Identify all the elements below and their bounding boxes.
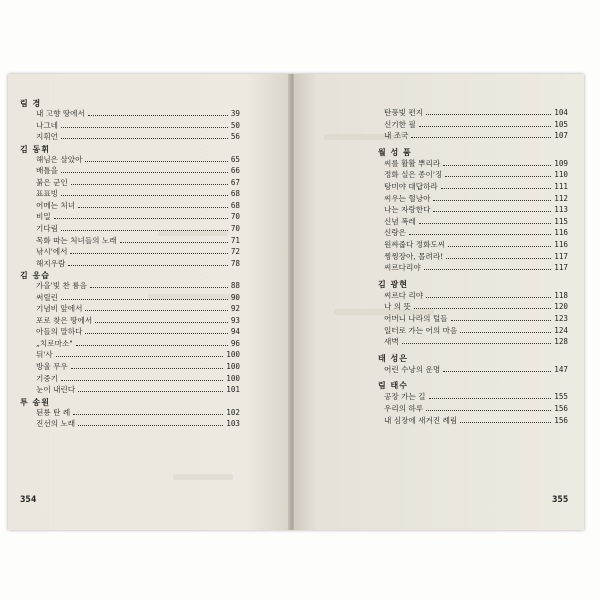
toc-entry [36,408,240,418]
toc-entry [36,362,240,372]
dot-leader [426,114,551,115]
dot-leader [61,172,228,173]
entry-page-number: 78 [230,258,240,268]
toc-entry [384,217,568,227]
toc-entry [384,159,568,169]
entry-title: 방울 무우 [36,362,68,371]
entry-title: 신기한 필 [384,119,416,129]
entry-title: 아들의 말하다 [36,327,83,337]
entry-page-number: 50 [230,120,240,130]
author-heading: 투 송원 [20,396,50,407]
dot-leader [85,310,227,311]
toc-entry [384,228,568,238]
toc-entry [36,178,240,188]
entry-page-number: 156 [554,415,568,425]
dot-leader [73,414,223,415]
entry-page-number: 117 [554,263,568,273]
dot-leader [424,269,552,270]
entry-page-number: 155 [554,392,568,402]
entry-title: 내 조국 [384,131,409,141]
toc-entry [384,131,568,141]
entry-title: 씨르다리야 [384,263,421,273]
dot-leader [419,126,552,127]
entry-page-number: 104 [554,108,568,117]
entry-page-number: 93 [230,315,240,325]
entry-page-number: 128 [554,337,568,347]
toc-entry [384,170,568,180]
entry-page-number: 96 [230,338,240,348]
entry-page-number: 123 [554,314,568,323]
toc-entry [384,314,568,324]
toc-entry [36,281,240,291]
dot-leader [414,308,551,309]
entry-page-number: 56 [230,132,240,142]
dot-leader [433,200,551,201]
author-heading: 림 경 [20,98,42,108]
toc-entry [384,194,568,204]
entry-title: 된룡 탄 례 [36,407,71,417]
entry-title: 씨우는 혈낭아 [384,193,431,203]
dot-leader [433,211,551,212]
dot-leader [460,422,551,423]
dot-leader [61,230,228,231]
toc-entry [384,337,568,347]
toc-entry [36,109,240,119]
entry-title: 어머니 나라의 털들 [384,314,448,323]
toc-entry [384,365,568,375]
entry-title: 목화 따는 처녀들의 노래 [36,235,117,245]
dot-leader [71,184,228,185]
dot-leader [426,297,551,298]
toc-entry [36,385,240,395]
toc-entry [384,291,568,301]
dot-leader [120,242,228,243]
entry-page-number: 112 [554,193,568,203]
toc-entry [384,182,568,192]
toc-entry [384,392,568,402]
toc-entry [384,302,568,312]
toc-entry [36,374,240,384]
entry-title: 해지우람 [36,258,66,268]
toc-entry [36,224,240,234]
entry-title: 내 고향 땅에서 [36,109,85,118]
entry-page-number: 68 [230,200,240,210]
dot-leader [443,371,551,372]
dot-leader [441,188,552,189]
entry-page-number: 118 [554,290,568,300]
entry-title: 기념비 앞에서 [36,304,83,314]
toc-entry [36,293,240,303]
entry-title: 표표빙 [36,189,59,199]
dot-leader [451,320,552,321]
entry-title: 씨를 활활 뿌리라 [384,158,441,168]
dot-leader [56,356,224,357]
author-heading: 월 성 품 [378,146,412,157]
entry-title: „치로마소" [36,338,73,348]
entry-page-number: 102 [226,407,240,417]
entry-page-number: 90 [230,292,240,302]
toc-entry [36,339,240,349]
dot-leader [90,287,228,288]
entry-title: 지휘언 [36,132,59,142]
entry-title: 나는 자랑한다 [384,205,431,215]
entry-title: 가을'빛 찬 륭음 [36,281,87,291]
dot-leader [402,343,552,344]
toc-entry [384,240,568,250]
entry-title: 신념 폭레 [384,216,416,226]
dot-leader [409,234,551,235]
open-book [8,74,584,530]
entry-page-number: 124 [554,325,568,335]
entry-title: 써릴린 [36,292,59,302]
entry-page-number: 117 [554,251,568,261]
entry-page-number: 100 [226,373,240,383]
dot-leader [419,223,552,224]
dot-leader [95,322,228,323]
toc-entry [36,121,240,131]
entry-title: 탕미야 대답하라 [384,182,438,191]
toc-entry [384,416,568,426]
right-page [294,74,584,530]
entry-title: 배틀을 [36,166,59,176]
bleed-through-mark [173,474,233,480]
entry-title: 비밀 [36,212,51,222]
author-heading: 김 동휘 [20,143,50,154]
entry-page-number: 101 [226,385,240,395]
dot-leader [61,138,228,139]
entry-page-number: 39 [230,109,240,118]
entry-title: 낚시'에서 [36,247,68,257]
entry-title: 씨르다 리야 [384,290,424,300]
toc-entry [36,201,240,211]
toc-entry [36,316,240,326]
dot-leader [443,165,551,166]
dot-leader [411,137,551,138]
dot-leader [61,299,228,300]
entry-title: 나그네 [36,120,59,130]
entry-title: 정화 실은 종이'징 [384,170,443,180]
dot-leader [85,333,227,334]
entry-title: 기다림 [36,223,59,233]
entry-page-number: 115 [554,216,568,226]
toc-entry [36,350,240,360]
dot-leader [76,345,228,346]
entry-title: 새벽 [384,337,399,347]
dot-leader [78,207,228,208]
page-number: 354 [20,495,37,505]
dot-leader [61,127,228,128]
entry-page-number: 72 [230,247,240,257]
entry-title: 나 의 뜻 [384,302,411,312]
toc-entry [384,205,568,215]
dot-leader [54,218,228,219]
left-page [8,74,290,530]
entry-title: 눈이 내린다 [36,385,76,395]
entry-page-number: 109 [554,158,568,168]
entry-page-number: 66 [230,166,240,176]
entry-title: 어메는 처녀 [36,200,76,210]
entry-title: 일터로 가는 어의 마음 [384,325,458,335]
entry-page-number: 111 [554,182,568,191]
entry-page-number: 110 [554,170,568,180]
toc-entry [384,120,568,130]
toc-entry [36,189,240,199]
entry-page-number: 156 [554,404,568,413]
dot-leader [88,115,228,116]
toc-entry [36,212,240,222]
toc-entry [36,259,240,269]
dot-leader [70,253,227,254]
entry-page-number: 67 [230,177,240,187]
author-heading: 김 응습 [20,270,50,281]
toc-entry [36,304,240,314]
entry-page-number: 100 [226,362,240,371]
entry-page-number: 65 [230,154,240,164]
entry-page-number: 107 [554,131,568,141]
toc-entry [36,236,240,246]
dot-leader [446,258,551,259]
entry-page-number: 105 [554,119,568,129]
entry-page-number: 113 [554,205,568,215]
entry-title: 탄풍빛 편지 [384,108,424,117]
toc-entry [36,419,240,429]
entry-page-number: 68 [230,189,240,199]
page-number: 355 [552,495,569,505]
entry-title: 원싸줍다 정화도씨 [384,240,446,249]
entry-title: 해님은 살았아 [36,154,83,164]
toc-entry [384,108,568,118]
entry-page-number: 70 [230,212,240,222]
entry-page-number: 116 [554,228,568,238]
entry-page-number: 88 [230,281,240,291]
dot-leader [445,176,551,177]
entry-title: 어린 수낭의 운명 [384,364,441,374]
entry-title: 기중기 [36,373,59,383]
toc-entry [36,327,240,337]
toc-entry [36,132,240,142]
entry-page-number: 70 [230,223,240,233]
entry-page-number: 92 [230,304,240,314]
dot-leader [61,195,228,196]
dot-leader [61,380,223,381]
toc-entry [36,247,240,257]
toc-entry [36,155,240,165]
entry-page-number: 94 [230,327,240,337]
entry-page-number: 116 [554,240,568,249]
entry-title: 붉은 군인 [36,177,68,187]
dot-leader [448,246,551,247]
author-heading: 김 광현 [378,278,408,289]
entry-title: 공장 가는 길 [384,392,426,402]
toc-entry [384,252,568,262]
entry-title: 포로 찾은 땅에서 [36,315,93,325]
toc-entry [384,263,568,273]
author-heading: 림 태수 [378,380,408,391]
entry-page-number: 120 [554,302,568,312]
dot-leader [85,161,227,162]
dot-leader [71,368,224,369]
dot-leader [68,265,228,266]
toc-entry [384,404,568,414]
entry-page-number: 100 [226,350,240,360]
dot-leader [426,410,551,411]
entry-page-number: 71 [230,235,240,245]
dot-leader [78,391,223,392]
entry-title: 찡찡장아, 몰려라! [384,251,444,261]
dot-leader [460,332,551,333]
entry-title: 진선의 노래 [36,419,76,429]
entry-title: 신랑은 [384,228,407,238]
entry-title: 뒤'사 [36,350,53,360]
toc-entry [36,166,240,176]
author-heading: 태 성은 [378,352,408,363]
dot-leader [429,398,552,399]
entry-page-number: 147 [554,364,568,374]
entry-title: 내 심장에 새겨진 례림 [384,415,458,425]
entry-page-number: 103 [226,419,240,429]
entry-title: 우리의 하루 [384,404,424,413]
toc-entry [384,326,568,336]
dot-leader [78,425,223,426]
